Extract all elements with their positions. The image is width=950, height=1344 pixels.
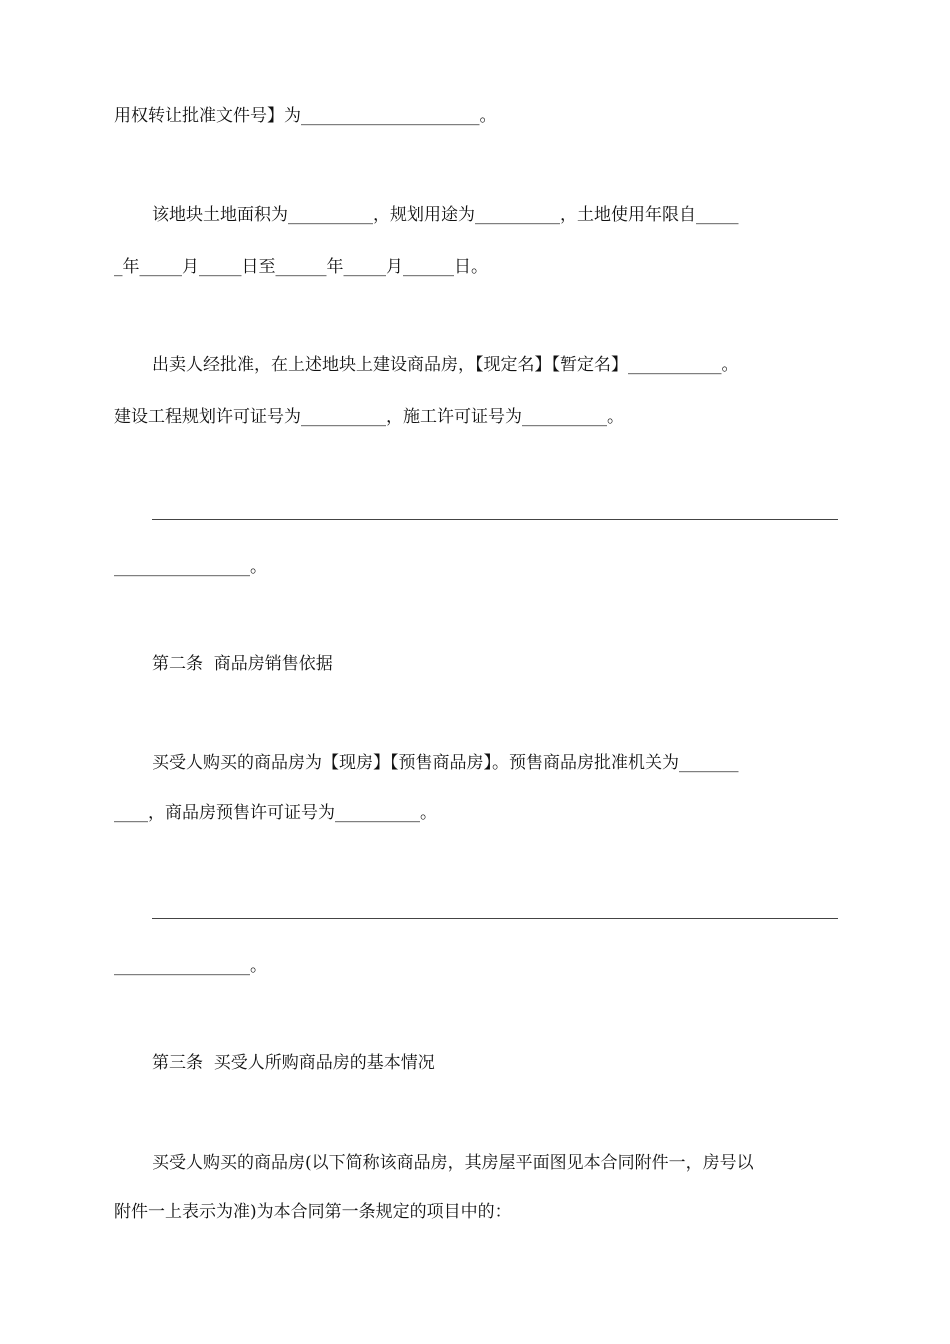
blank-fill-rule bbox=[152, 918, 838, 919]
text-line-house-description-cont: 附件一上表示为准)为本合同第一条规定的项目中的： bbox=[114, 1202, 512, 1222]
text-line-land-area: 该地块土地面积为__________，规划用途为__________，土地使用年限自_____ bbox=[152, 205, 739, 225]
text-line-construction-name: 出卖人经批准，在上述地块上建设商品房，【现定名】【暂定名】___________。 bbox=[152, 355, 739, 375]
section-heading-article-2: 第二条 商品房销售依据 bbox=[152, 654, 333, 674]
text-line-house-description: 买受人购买的商品房(以下简称该商品房，其房屋平面图见本合同附件一，房号以 bbox=[152, 1153, 754, 1173]
text-line-sale-type: 买受人购买的商品房为【现房】【预售商品房】。预售商品房批准机关为_______ bbox=[152, 753, 739, 773]
text-line-presale-permit: ____，商品房预售许可证号为__________。 bbox=[114, 803, 437, 823]
text-line-blank-end: ________________。 bbox=[114, 956, 267, 976]
section-heading-article-3: 第三条 买受人所购商品房的基本情况 bbox=[152, 1053, 435, 1073]
text-line-land-transfer-approval: 用权转让批准文件号】为_____________________。 bbox=[114, 106, 497, 126]
text-line-blank-end: ________________。 bbox=[114, 557, 267, 577]
text-line-permits: 建设工程规划许可证号为__________，施工许可证号为__________。 bbox=[114, 407, 624, 427]
blank-fill-rule bbox=[152, 519, 838, 520]
text-line-land-term-dates: _年_____月_____日至______年_____月______日。 bbox=[114, 257, 488, 277]
